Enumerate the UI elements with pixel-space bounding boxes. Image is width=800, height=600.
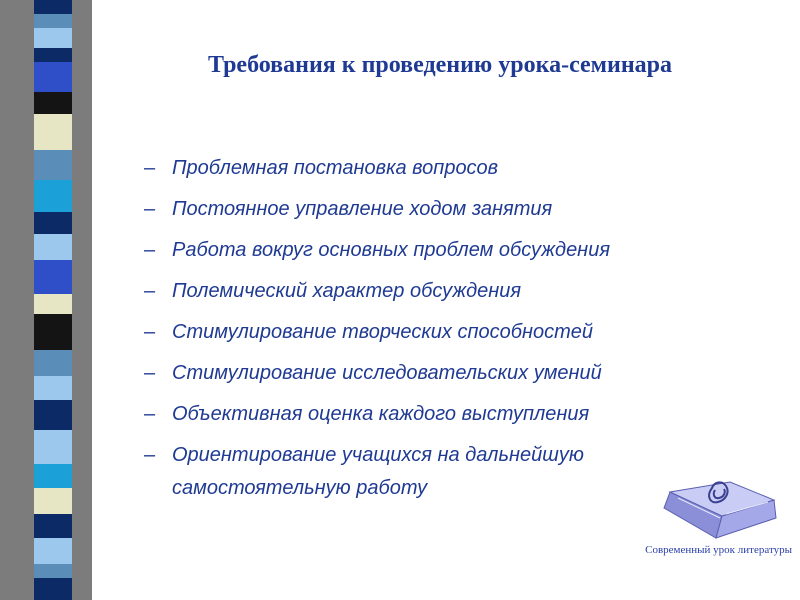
list-item-text: Стимулирование творческих способностей [172, 321, 593, 343]
list-item [144, 316, 784, 357]
bullet-dash: – [144, 157, 156, 179]
stripe [34, 488, 72, 514]
list-item [144, 193, 784, 234]
open-book-icon [660, 478, 780, 550]
stripe [34, 92, 72, 114]
list-item [144, 398, 784, 439]
stripe [34, 538, 72, 564]
list-item-text: Полемический характер обсуждения [172, 280, 522, 302]
stripe [34, 564, 72, 578]
footer-caption: Современный урок литературы [645, 544, 792, 556]
stripe [34, 430, 72, 464]
bullet-dash: – [144, 198, 156, 220]
stripe [34, 114, 72, 150]
list-item-text: Постоянное управление ходом занятия [172, 198, 553, 220]
list-item-text: Проблемная постановка вопросов [172, 157, 499, 179]
stripe [34, 400, 72, 430]
requirements-list [144, 152, 784, 505]
list-item-text: Объективная оценка каждого выступления [172, 403, 590, 425]
stripe [34, 28, 72, 48]
list-item [144, 275, 784, 316]
stripe [34, 260, 72, 294]
stripe [34, 464, 72, 488]
stripe [34, 578, 72, 600]
stripe [34, 0, 72, 14]
list-item-text: Ориентирование учащихся на дальнейшую самостоятельную работу [172, 444, 584, 499]
bullet-dash: – [144, 321, 156, 343]
stripe [34, 514, 72, 538]
list-item [144, 234, 784, 275]
stripe [34, 350, 72, 376]
list-item [144, 152, 784, 193]
stripe [34, 150, 72, 180]
bullet-dash: – [144, 444, 156, 466]
stripe [34, 14, 72, 28]
list-item-text: Работа вокруг основных проблем обсуждения [172, 239, 610, 261]
stripe [34, 180, 72, 212]
bullet-dash: – [144, 239, 156, 261]
list-item-text: Стимулирование исследовательских умений [172, 362, 602, 384]
bullet-dash: – [144, 403, 156, 425]
bullet-dash: – [144, 362, 156, 384]
list-item [144, 357, 784, 398]
bullet-dash: – [144, 280, 156, 302]
stripe [34, 294, 72, 314]
stripe [34, 234, 72, 260]
stripe [34, 212, 72, 234]
slide-title: Требования к проведению урока-семинара [207, 52, 673, 78]
stripe [34, 376, 72, 400]
stripe [34, 314, 72, 350]
decorative-stripe-column [34, 0, 72, 600]
